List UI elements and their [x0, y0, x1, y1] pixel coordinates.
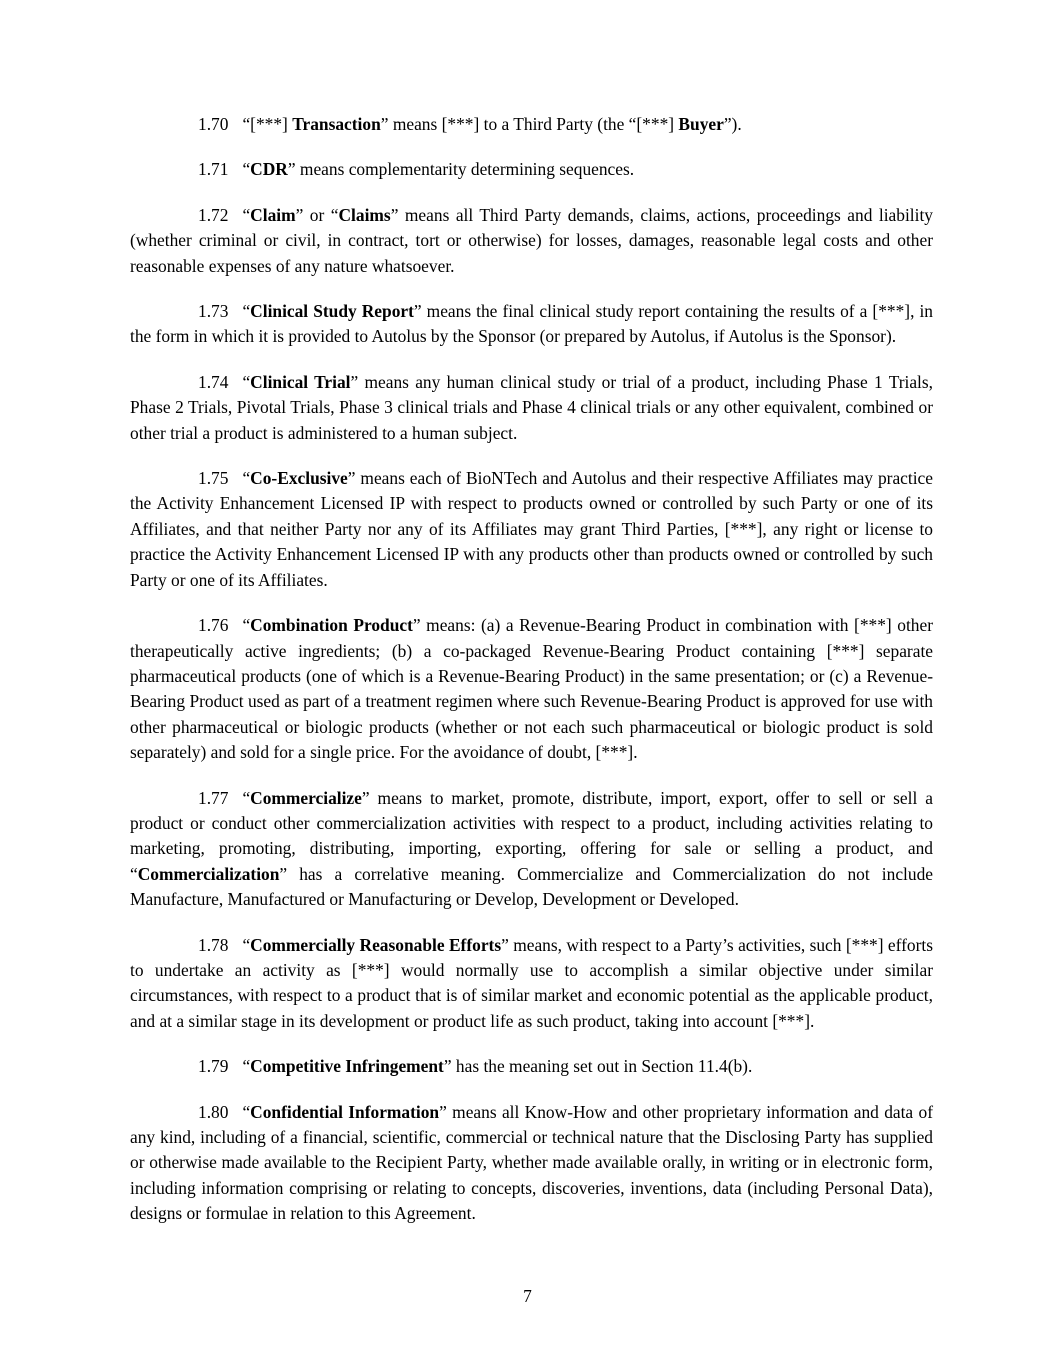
defined-term: Commercialize	[250, 787, 362, 808]
clause-number: 1.72	[198, 204, 229, 225]
clause-text: “[***]	[242, 114, 293, 134]
clause-paragraph	[130, 203, 933, 279]
clause-text: ” means to market, promote, distribute, import, export, offer to sell or sell a product or conduct other commercialization activities with respect to a product, including activities relating to marketing, promoting, distributing, importing, exporting, offering for sale or selling a product, and “	[130, 787, 933, 884]
clause-text: ” means all Third Party demands, claims, actions, proceedings and liability (whether criminal or civil, in contract, tort or otherwise) for losses, damages, reasonable legal costs and other reasonable expenses of any nature whatsoever.	[130, 204, 933, 276]
clause-text: “	[242, 1101, 251, 1122]
clause-text: ” means any human clinical study or trial of a product, including Phase 1 Trials, Phase 2 Trials, Pivotal Trials, Phase 3 clinical trials and Phase 4 clinical trials or any other equivalent, combined or other trial a product is administered to a human subject.	[130, 371, 933, 443]
clause-text: ” means all Know-How and other proprietary information and data of any kind, including of a financial, scientific, commercial or technical nature that the Disclosing Party has supplied or otherwise made available to the Recipient Party, whether made available orally, in writing or in electronic form, including information comprising or relating to concepts, discoveries, inventions, data (including Personal Data), designs or formulae in relation to this Agreement.	[130, 1101, 933, 1224]
clause-text: “	[242, 204, 251, 225]
clause-text: ” means complementarity determining sequences.	[287, 159, 635, 180]
clause-text: “	[242, 371, 251, 392]
clause-number: 1.73	[198, 301, 229, 322]
clause-number: 1.80	[198, 1101, 229, 1122]
clause-text: “	[242, 1056, 251, 1077]
clause-text: “	[242, 301, 251, 322]
clause-text: ” means the final clinical study report containing the results of a [***], in the form in which it is provided to Autolus by the Sponsor (or prepared by Autolus, if Autolus is the Sponsor).	[130, 301, 933, 347]
clause-paragraph	[130, 786, 933, 913]
clause-text: ” or “	[295, 204, 339, 225]
clause-number: 1.74	[198, 371, 229, 392]
clause-paragraph	[130, 933, 933, 1035]
clause-text: “	[242, 787, 251, 808]
clause-text: ” means: (a) a Revenue-Bearing Product in combination with [***] other therapeutically active ingredients; (b) a co-packaged Revenue-Bearing Product containing [***] separate pharmaceutical products (one of which is a Revenue-Bearing Product) in the same presentation; or (c) a Revenue-Bearing Product used as part of a treatment regimen where such Revenue-Bearing Product is approved for use with other pharmaceutical or biologic products (whether or not each such pharmaceutical or biologic product is sold separately) and sold for a single price. For the avoidance of doubt, [***].	[130, 615, 933, 763]
clause-paragraph	[130, 157, 933, 182]
clause-paragraph	[130, 112, 933, 137]
clause-number: 1.71	[198, 159, 229, 180]
clause-number: 1.77	[198, 787, 229, 808]
clause-text: “	[242, 615, 251, 636]
clause-text: ” has a correlative meaning. Commercialize and Commercialization do not include Manufacture, Manufactured or Manufacturing or Develop, Development or Developed.	[130, 863, 933, 910]
clause-paragraph	[130, 466, 933, 593]
clause-text: ” means, with respect to a Party’s activities, such [***] efforts to undertake an activity as [***] would normally use to accomplish a similar objective under similar circumstances, with respect to a product that is of similar market and economic potential as the applicable product, and at a similar stage in its development or product life as such product, taking into account [***].	[130, 934, 933, 1031]
clause-number: 1.78	[198, 934, 229, 955]
clause-paragraph	[130, 1100, 933, 1227]
defined-term: Clinical Trial	[250, 371, 351, 392]
clause-paragraph	[130, 370, 933, 446]
clause-number: 1.76	[198, 615, 229, 636]
clause-text: “	[242, 468, 251, 489]
defined-term: Co-Exclusive	[250, 468, 348, 489]
clause-text: ” means [***] to a Third Party (the “[***]	[380, 114, 679, 134]
defined-term: Buyer	[678, 114, 724, 134]
defined-term: Confidential Information	[250, 1101, 440, 1122]
clause-paragraph	[130, 1054, 933, 1079]
page-number: 7	[523, 1286, 532, 1306]
defined-term: Commercially Reasonable Efforts	[250, 934, 502, 955]
defined-term: Combination Product	[250, 615, 413, 636]
clause-text: ” has the meaning set out in Section 11.4(b).	[443, 1056, 753, 1077]
clause-text: ”).	[723, 114, 742, 134]
clause-text: “	[242, 159, 251, 180]
defined-term: Transaction	[292, 114, 381, 134]
clause-list	[130, 112, 933, 1227]
clause-number: 1.70	[198, 114, 229, 134]
clause-number: 1.75	[198, 468, 229, 489]
defined-term: Clinical Study Report	[250, 301, 414, 322]
clause-number: 1.79	[198, 1056, 229, 1077]
clause-paragraph	[130, 613, 933, 765]
clause-paragraph	[130, 299, 933, 350]
defined-term: Commercialization	[137, 863, 280, 884]
defined-term: Competitive Infringement	[250, 1056, 444, 1077]
defined-term: Claim	[250, 204, 296, 225]
clause-text: “	[242, 934, 251, 955]
clause-text: ” means each of BioNTech and Autolus and their respective Affiliates may practice the Activity Enhancement Licensed IP with respect to products owned or controlled by such Party or one of its Affiliates, and that neither Party nor any of its Affiliates may grant Third Parties, [***], any right or license to practice the Activity Enhancement Licensed IP with any products other than products owned or controlled by such Party or one of its Affiliates.	[130, 468, 933, 590]
defined-term: Claims	[338, 204, 391, 225]
defined-term: CDR	[250, 159, 288, 180]
